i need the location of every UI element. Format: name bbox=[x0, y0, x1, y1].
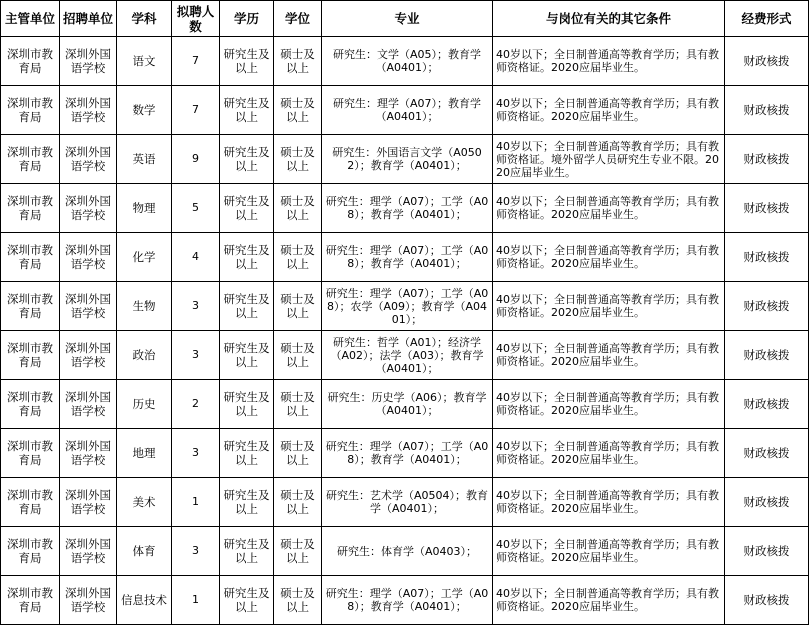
cell-degree: 硕士及以上 bbox=[274, 331, 322, 380]
cell-count: 5 bbox=[172, 184, 220, 233]
cell-conditions: 40岁以下；全日制普通高等教育学历；具有教师资格证。2020应届毕业生。 bbox=[493, 527, 725, 576]
header-funding: 经费形式 bbox=[725, 1, 809, 37]
cell-funding: 财政核拨 bbox=[725, 527, 809, 576]
cell-count: 1 bbox=[172, 576, 220, 625]
cell-subject: 英语 bbox=[117, 135, 172, 184]
cell-employer: 深圳外国语学校 bbox=[60, 233, 117, 282]
cell-authority: 深圳市教育局 bbox=[1, 576, 60, 625]
cell-subject: 物理 bbox=[117, 184, 172, 233]
cell-count: 1 bbox=[172, 478, 220, 527]
cell-major: 研究生：历史学（A06）；教育学（A0401）； bbox=[322, 380, 493, 429]
cell-funding: 财政核拨 bbox=[725, 233, 809, 282]
header-major: 专业 bbox=[322, 1, 493, 37]
table-row bbox=[1, 478, 809, 527]
cell-degree: 硕士及以上 bbox=[274, 233, 322, 282]
cell-count: 7 bbox=[172, 37, 220, 86]
cell-subject: 政治 bbox=[117, 331, 172, 380]
cell-education: 研究生及以上 bbox=[220, 478, 274, 527]
cell-degree: 硕士及以上 bbox=[274, 429, 322, 478]
cell-funding: 财政核拨 bbox=[725, 184, 809, 233]
cell-degree: 硕士及以上 bbox=[274, 135, 322, 184]
cell-major: 研究生：外国语言文学（A0502）；教育学（A0401）； bbox=[322, 135, 493, 184]
cell-conditions: 40岁以下；全日制普通高等教育学历；具有教师资格证。2020应届毕业生。 bbox=[493, 282, 725, 331]
cell-funding: 财政核拨 bbox=[725, 282, 809, 331]
cell-subject: 美术 bbox=[117, 478, 172, 527]
table-row bbox=[1, 86, 809, 135]
cell-degree: 硕士及以上 bbox=[274, 380, 322, 429]
cell-authority: 深圳市教育局 bbox=[1, 331, 60, 380]
table-row bbox=[1, 380, 809, 429]
cell-authority: 深圳市教育局 bbox=[1, 37, 60, 86]
header-authority: 主管单位 bbox=[1, 1, 60, 37]
cell-education: 研究生及以上 bbox=[220, 233, 274, 282]
table-row bbox=[1, 233, 809, 282]
cell-degree: 硕士及以上 bbox=[274, 527, 322, 576]
cell-count: 3 bbox=[172, 282, 220, 331]
table-row bbox=[1, 576, 809, 625]
cell-funding: 财政核拨 bbox=[725, 576, 809, 625]
cell-authority: 深圳市教育局 bbox=[1, 282, 60, 331]
header-count: 拟聘人数 bbox=[172, 1, 220, 37]
cell-degree: 硕士及以上 bbox=[274, 282, 322, 331]
cell-authority: 深圳市教育局 bbox=[1, 478, 60, 527]
cell-employer: 深圳外国语学校 bbox=[60, 282, 117, 331]
cell-employer: 深圳外国语学校 bbox=[60, 429, 117, 478]
cell-employer: 深圳外国语学校 bbox=[60, 527, 117, 576]
cell-funding: 财政核拨 bbox=[725, 135, 809, 184]
cell-degree: 硕士及以上 bbox=[274, 86, 322, 135]
cell-count: 3 bbox=[172, 331, 220, 380]
cell-employer: 深圳外国语学校 bbox=[60, 135, 117, 184]
cell-education: 研究生及以上 bbox=[220, 380, 274, 429]
cell-subject: 生物 bbox=[117, 282, 172, 331]
cell-authority: 深圳市教育局 bbox=[1, 429, 60, 478]
cell-subject: 信息技术 bbox=[117, 576, 172, 625]
cell-education: 研究生及以上 bbox=[220, 282, 274, 331]
cell-major: 研究生：理学（A07）；工学（A08）；教育学（A0401）； bbox=[322, 429, 493, 478]
cell-count: 2 bbox=[172, 380, 220, 429]
cell-major: 研究生：艺术学（A0504）；教育学（A0401）； bbox=[322, 478, 493, 527]
cell-count: 7 bbox=[172, 86, 220, 135]
cell-degree: 硕士及以上 bbox=[274, 478, 322, 527]
cell-degree: 硕士及以上 bbox=[274, 184, 322, 233]
cell-funding: 财政核拨 bbox=[725, 86, 809, 135]
cell-education: 研究生及以上 bbox=[220, 37, 274, 86]
cell-employer: 深圳外国语学校 bbox=[60, 478, 117, 527]
cell-authority: 深圳市教育局 bbox=[1, 380, 60, 429]
cell-conditions: 40岁以下；全日制普通高等教育学历；具有教师资格证。2020应届毕业生。 bbox=[493, 86, 725, 135]
cell-education: 研究生及以上 bbox=[220, 86, 274, 135]
table-row bbox=[1, 184, 809, 233]
cell-employer: 深圳外国语学校 bbox=[60, 380, 117, 429]
cell-education: 研究生及以上 bbox=[220, 331, 274, 380]
cell-authority: 深圳市教育局 bbox=[1, 233, 60, 282]
header-degree: 学位 bbox=[274, 1, 322, 37]
cell-employer: 深圳外国语学校 bbox=[60, 37, 117, 86]
table-row bbox=[1, 135, 809, 184]
cell-conditions: 40岁以下；全日制普通高等教育学历；具有教师资格证。境外留学人员研究生专业不限。2020应届毕业生。 bbox=[493, 135, 725, 184]
cell-conditions: 40岁以下；全日制普通高等教育学历；具有教师资格证。2020应届毕业生。 bbox=[493, 331, 725, 380]
cell-conditions: 40岁以下；全日制普通高等教育学历；具有教师资格证。2020应届毕业生。 bbox=[493, 233, 725, 282]
cell-major: 研究生：体育学（A0403）； bbox=[322, 527, 493, 576]
cell-subject: 语文 bbox=[117, 37, 172, 86]
cell-employer: 深圳外国语学校 bbox=[60, 86, 117, 135]
cell-subject: 体育 bbox=[117, 527, 172, 576]
cell-funding: 财政核拨 bbox=[725, 37, 809, 86]
cell-degree: 硕士及以上 bbox=[274, 576, 322, 625]
table-row bbox=[1, 429, 809, 478]
cell-authority: 深圳市教育局 bbox=[1, 86, 60, 135]
cell-count: 9 bbox=[172, 135, 220, 184]
header-row bbox=[1, 1, 809, 37]
cell-education: 研究生及以上 bbox=[220, 576, 274, 625]
cell-count: 3 bbox=[172, 527, 220, 576]
cell-major: 研究生：文学（A05）；教育学（A0401）； bbox=[322, 37, 493, 86]
cell-employer: 深圳外国语学校 bbox=[60, 576, 117, 625]
cell-funding: 财政核拨 bbox=[725, 331, 809, 380]
cell-education: 研究生及以上 bbox=[220, 135, 274, 184]
cell-subject: 化学 bbox=[117, 233, 172, 282]
header-conditions: 与岗位有关的其它条件 bbox=[493, 1, 725, 37]
cell-education: 研究生及以上 bbox=[220, 184, 274, 233]
table-row bbox=[1, 282, 809, 331]
cell-subject: 数学 bbox=[117, 86, 172, 135]
table-row bbox=[1, 527, 809, 576]
cell-conditions: 40岁以下；全日制普通高等教育学历；具有教师资格证。2020应届毕业生。 bbox=[493, 576, 725, 625]
cell-count: 4 bbox=[172, 233, 220, 282]
cell-degree: 硕士及以上 bbox=[274, 37, 322, 86]
cell-employer: 深圳外国语学校 bbox=[60, 331, 117, 380]
table-row bbox=[1, 331, 809, 380]
cell-conditions: 40岁以下；全日制普通高等教育学历；具有教师资格证。2020应届毕业生。 bbox=[493, 478, 725, 527]
cell-major: 研究生：理学（A07）；工学（A08）；教育学（A0401）； bbox=[322, 233, 493, 282]
cell-employer: 深圳外国语学校 bbox=[60, 184, 117, 233]
cell-funding: 财政核拨 bbox=[725, 429, 809, 478]
cell-funding: 财政核拨 bbox=[725, 380, 809, 429]
header-employer: 招聘单位 bbox=[60, 1, 117, 37]
cell-funding: 财政核拨 bbox=[725, 478, 809, 527]
cell-major: 研究生：理学（A07）；工学（A08）；教育学（A0401）； bbox=[322, 576, 493, 625]
cell-education: 研究生及以上 bbox=[220, 527, 274, 576]
cell-authority: 深圳市教育局 bbox=[1, 184, 60, 233]
cell-conditions: 40岁以下；全日制普通高等教育学历；具有教师资格证。2020应届毕业生。 bbox=[493, 380, 725, 429]
cell-conditions: 40岁以下；全日制普通高等教育学历；具有教师资格证。2020应届毕业生。 bbox=[493, 184, 725, 233]
cell-subject: 历史 bbox=[117, 380, 172, 429]
cell-conditions: 40岁以下；全日制普通高等教育学历；具有教师资格证。2020应届毕业生。 bbox=[493, 429, 725, 478]
header-subject: 学科 bbox=[117, 1, 172, 37]
cell-count: 3 bbox=[172, 429, 220, 478]
cell-education: 研究生及以上 bbox=[220, 429, 274, 478]
cell-major: 研究生：理学（A07）；教育学（A0401）； bbox=[322, 86, 493, 135]
cell-authority: 深圳市教育局 bbox=[1, 527, 60, 576]
cell-conditions: 40岁以下；全日制普通高等教育学历；具有教师资格证。2020应届毕业生。 bbox=[493, 37, 725, 86]
cell-major: 研究生：哲学（A01）；经济学（A02）；法学（A03）；教育学（A0401）； bbox=[322, 331, 493, 380]
table-row bbox=[1, 37, 809, 86]
cell-major: 研究生：理学（A07）；工学（A08）；教育学（A0401）； bbox=[322, 184, 493, 233]
header-education: 学历 bbox=[220, 1, 274, 37]
cell-authority: 深圳市教育局 bbox=[1, 135, 60, 184]
cell-major: 研究生：理学（A07）；工学（A08）；农学（A09）；教育学（A0401）； bbox=[322, 282, 493, 331]
cell-subject: 地理 bbox=[117, 429, 172, 478]
